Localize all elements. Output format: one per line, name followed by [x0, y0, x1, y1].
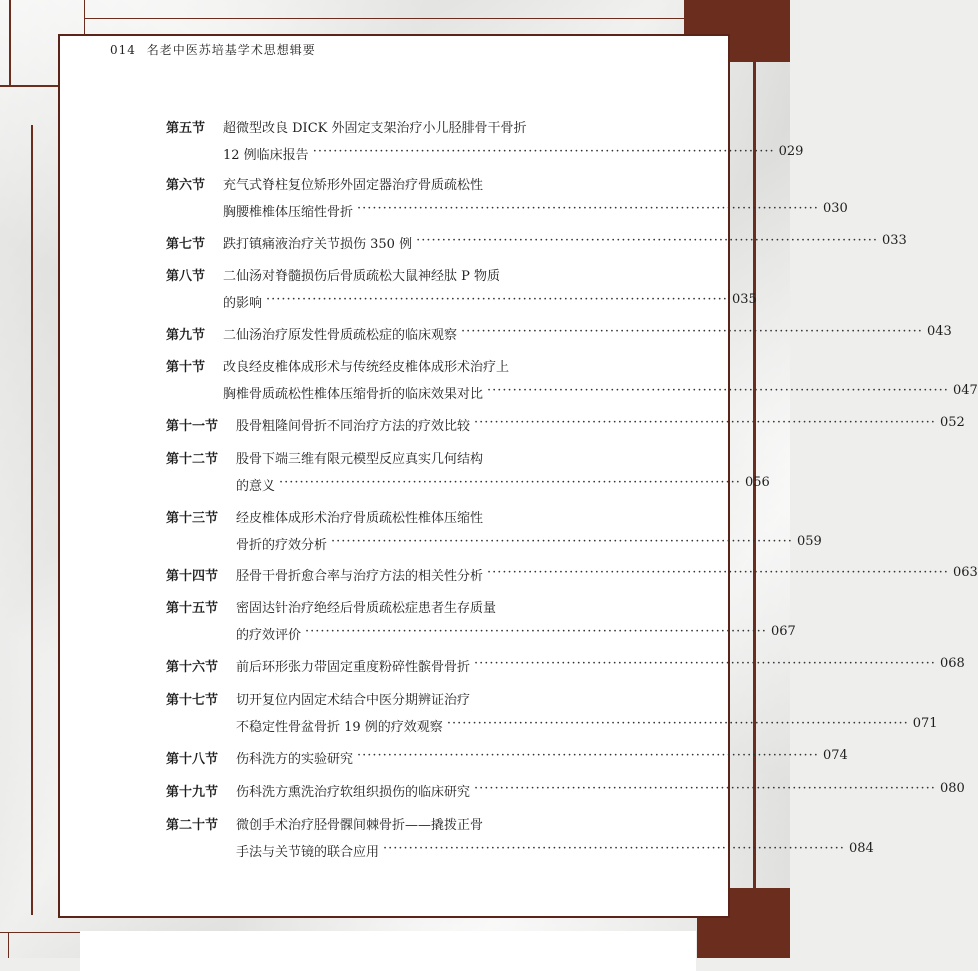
- entry-title-text: 跌打镇痛液治疗关节损伤 350 例: [223, 237, 413, 252]
- frame-line-bottom-left-v: [8, 932, 9, 958]
- section-label: 第十一节: [166, 419, 219, 434]
- frame-line-top-left-v: [9, 0, 11, 87]
- page-ref: 059: [796, 534, 822, 549]
- entry-title-line1: 微创手术治疗胫骨髁间棘骨折——撬拨正骨: [236, 818, 484, 833]
- section-label: 第十六节: [166, 660, 219, 675]
- frame-line-top-v: [84, 0, 85, 34]
- section-label: 第六节: [166, 178, 206, 193]
- dot-leader: ··························································································: [474, 656, 936, 671]
- page-ref: 033: [882, 233, 907, 248]
- entry-title-line1: 二仙汤对脊髓损伤后骨质疏松大鼠神经肽 P 物质: [223, 269, 501, 284]
- frame-line-bottom-left-h: [0, 932, 80, 933]
- entry-title-text: 胸椎骨质疏松性椎体压缩骨折的临床效果对比: [223, 387, 484, 402]
- entry-title-text: 伤科洗方熏洗治疗软组织损伤的临床研究: [236, 785, 471, 800]
- entry-title-text: 的影响: [223, 296, 263, 311]
- entry-title-text: 12 例临床报告: [223, 148, 309, 163]
- entry-title-text: 胫骨干骨折愈合率与治疗方法的相关性分析: [236, 569, 484, 584]
- entry-title-line1: 股骨下端三维有限元模型反应真实几何结构: [236, 452, 484, 467]
- entry-title-line1: 切开复位内固定术结合中医分期辨证治疗: [236, 693, 471, 708]
- entry-title-line2: [223, 383, 978, 402]
- dot-leader: ··························································································: [474, 781, 936, 796]
- entry-title-line1: 充气式脊柱复位矫形外固定器治疗骨质疏松性: [223, 178, 484, 193]
- page-ref: 071: [912, 716, 938, 731]
- dot-leader: ··························································································: [446, 716, 909, 731]
- entry-title-line1: 密固达针治疗绝经后骨质疏松症患者生存质量: [236, 601, 497, 616]
- dot-leader: ··························································································: [487, 565, 949, 580]
- page-number: 014: [110, 43, 136, 57]
- dot-leader: ··························································································: [357, 201, 819, 216]
- entry-title-line2: [223, 292, 757, 311]
- frame-line-left-v: [31, 125, 33, 915]
- entry-title-line1: [236, 565, 978, 584]
- entry-title-line1: [236, 415, 965, 434]
- page-ref: 068: [939, 656, 965, 671]
- entry-title-text: 的疗效评价: [236, 628, 302, 643]
- page-ref: 063: [952, 565, 978, 580]
- page-ref: 074: [822, 748, 848, 763]
- page-ref: 029: [778, 144, 804, 159]
- section-label: 第九节: [166, 328, 206, 343]
- section-label: 第十二节: [166, 452, 219, 467]
- page-ref: 084: [848, 841, 874, 856]
- section-label: 第十五节: [166, 601, 219, 616]
- entry-title-line2: [236, 624, 796, 643]
- dot-leader: ··························································································: [474, 415, 936, 430]
- page-ref: 047: [952, 383, 978, 398]
- section-label: 第十七节: [166, 693, 219, 708]
- entry-title-line2: [223, 144, 804, 163]
- next-page-sheet: [80, 931, 696, 971]
- section-label: 第十四节: [166, 569, 219, 584]
- entry-title-text: 不稳定性骨盆骨折 19 例的疗效观察: [236, 720, 443, 735]
- dot-leader: ··························································································: [487, 383, 949, 398]
- entry-title-line2: [236, 716, 938, 735]
- page-ref: 043: [926, 324, 952, 339]
- entry-title-line2: [236, 534, 822, 553]
- page-ref: 035: [731, 292, 757, 307]
- section-label: 第五节: [166, 121, 206, 136]
- running-header: [110, 41, 316, 58]
- entry-title-line1: [223, 324, 952, 343]
- book-title: 名老中医苏培基学术思想辑要: [146, 43, 316, 57]
- entry-title-line2: [236, 475, 770, 494]
- page-ref: 056: [744, 475, 770, 490]
- section-label: 第十九节: [166, 785, 219, 800]
- page-ref: 080: [939, 781, 965, 796]
- dot-leader: ··························································································: [461, 324, 923, 339]
- entry-title-line1: [236, 656, 965, 675]
- entry-title-line1: 经皮椎体成形术治疗骨质疏松性椎体压缩性: [236, 511, 484, 526]
- section-label: 第十八节: [166, 752, 219, 767]
- section-label: 第八节: [166, 269, 206, 284]
- page-ref: 052: [939, 415, 965, 430]
- entry-title-line2: [236, 841, 874, 860]
- section-label: 第十节: [166, 360, 206, 375]
- entry-title-text: 胸腰椎椎体压缩性骨折: [223, 205, 354, 220]
- entry-title-line2: [223, 201, 848, 220]
- section-label: 第七节: [166, 237, 206, 252]
- section-label: 第二十节: [166, 818, 219, 833]
- entry-title-line1: [236, 748, 848, 767]
- dot-leader: ··························································································: [312, 144, 775, 159]
- dot-leader: ··························································································: [266, 292, 728, 307]
- dot-leader: ··························································································: [383, 841, 845, 856]
- entry-title-text: 手法与关节镜的联合应用: [236, 845, 380, 860]
- page-ref: 067: [770, 624, 796, 639]
- frame-line-top-h: [84, 18, 684, 19]
- entry-title-text: 股骨粗隆间骨折不同治疗方法的疗效比较: [236, 419, 471, 434]
- dot-leader: ··························································································: [279, 475, 741, 490]
- dot-leader: ··························································································: [416, 233, 878, 248]
- entry-title-line1: 改良经皮椎体成形术与传统经皮椎体成形术治疗上: [223, 360, 510, 375]
- section-label: 第十三节: [166, 511, 219, 526]
- page-ref: 030: [822, 201, 848, 216]
- entry-title-line1: [236, 781, 965, 800]
- entry-title-text: 二仙汤治疗原发性骨质疏松症的临床观察: [223, 328, 458, 343]
- entry-title-text: 前后环形张力带固定重度粉碎性髌骨骨折: [236, 660, 471, 675]
- dot-leader: ··························································································: [305, 624, 767, 639]
- entry-title-text: 伤科洗方的实验研究: [236, 752, 354, 767]
- dot-leader: ··························································································: [331, 534, 793, 549]
- dot-leader: ··························································································: [357, 748, 819, 763]
- entry-title-text: 骨折的疗效分析: [236, 538, 328, 553]
- entry-title-line1: 超微型改良 DICK 外固定支架治疗小儿胫腓骨干骨折: [223, 121, 527, 136]
- entry-title-text: 的意义: [236, 479, 276, 494]
- entry-title-line1: [223, 233, 907, 252]
